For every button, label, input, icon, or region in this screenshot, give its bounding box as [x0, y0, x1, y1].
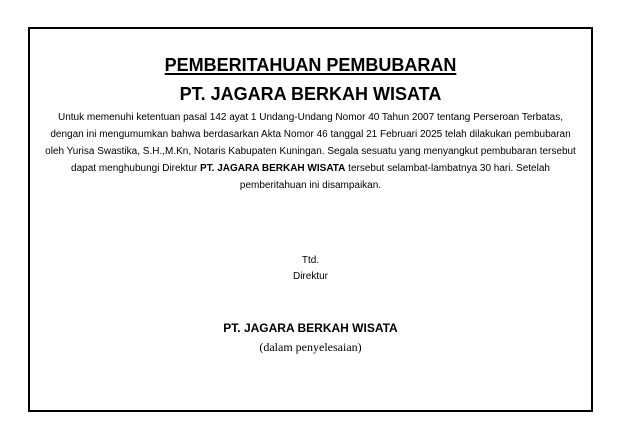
paragraph-text-part2: tersebut selambat-lambatnya 30 hari. Setelah pemberitahuan ini disampaikan.: [239, 163, 550, 191]
notice-title: [30, 55, 591, 76]
paragraph-company-bold: PT. JAGARA BERKAH WISATA: [200, 163, 346, 174]
notice-border: [28, 27, 593, 412]
company-heading: PT. JAGARA BERKAH WISATA: [179, 84, 442, 104]
paragraph-text-part1: Untuk memenuhi ketentuan pasal 142 ayat 1 Undang-Undang Nomor 40 Tahun 2007 tentang Perseroan Terbatas, dengan ini mengumumkan bahwa berdasarkan Akta Nomor 46 tanggal 21 Februari 2025 telah dilakukan pembubaran oleh Yurisa Swastika, S.H.,M.Kn, Notaris Kabupaten Kuningan. Segala sesuatu yang menyangkut pembubaran tersebut dapat menghubungi Direktur: [45, 112, 576, 174]
signature-ttd: Ttd.: [301, 255, 320, 266]
notice-paragraph: [40, 109, 581, 194]
signature-status: (dalam penyelesaian): [259, 340, 362, 354]
signature-role: Direktur: [292, 271, 328, 282]
signature-company: PT. JAGARA BERKAH WISATA: [223, 321, 398, 335]
notice-title-text: PEMBERITAHUAN PEMBUBARAN: [164, 55, 457, 75]
